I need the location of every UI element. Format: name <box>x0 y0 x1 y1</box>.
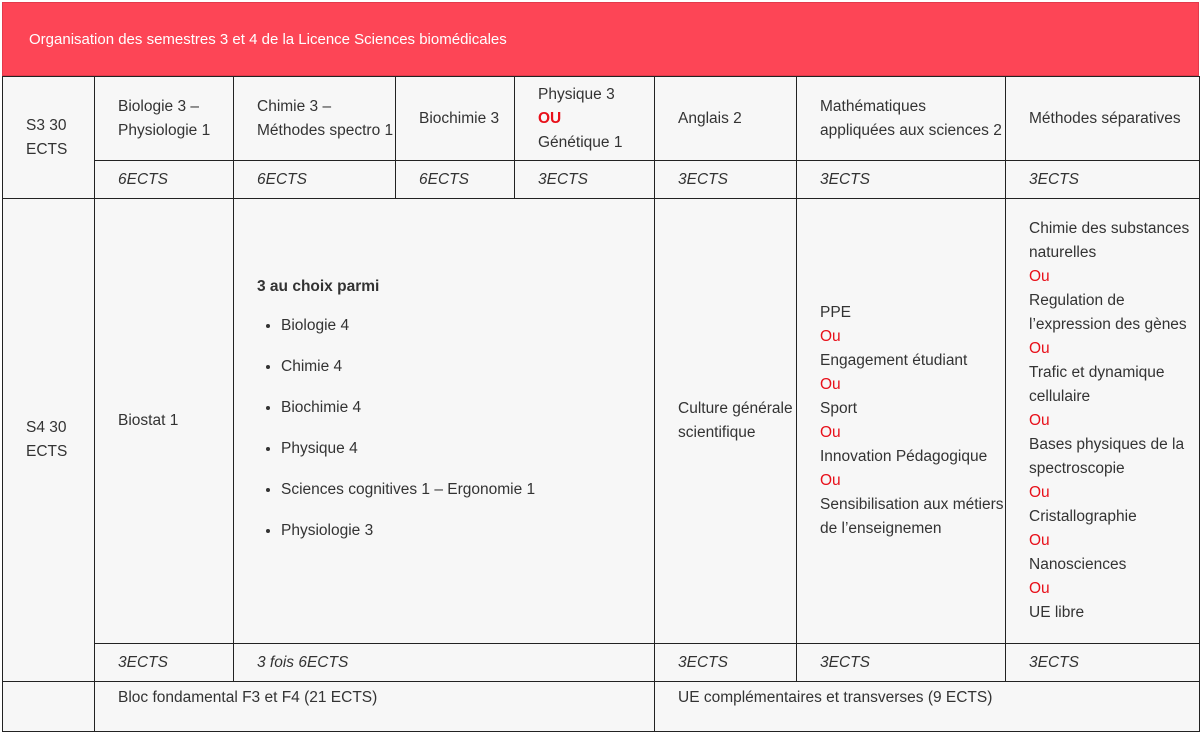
list-item: • Physiologie 3 <box>281 510 654 551</box>
ects-value: 6ECTS <box>234 161 396 199</box>
ects-value: 6ECTS <box>396 161 515 199</box>
s4-label: S4 30 ECTS <box>3 199 95 682</box>
choice-title: 3 au choix parmi <box>257 278 380 295</box>
course-culture-generale: Culture générale scientifique <box>655 199 797 644</box>
option-ppe: PPE <box>820 304 852 321</box>
or-label: OU <box>538 109 562 127</box>
course-biostat-1: Biostat 1 <box>95 199 234 644</box>
or-label: Ou <box>1029 532 1050 549</box>
option-engagement: Engagement étudiant <box>820 352 968 369</box>
list-item: • Chimie 4 <box>281 346 654 387</box>
option-ue-libre: UE libre <box>1029 604 1085 621</box>
course-physique-3: Physique 3 <box>538 85 615 103</box>
or-label: Ou <box>1029 412 1050 429</box>
ects-value: 3ECTS <box>1006 644 1200 682</box>
option-nanosciences: Nanosciences <box>1029 556 1127 573</box>
ects-value: 3ECTS <box>95 644 234 682</box>
ects-value: 3ECTS <box>655 161 797 199</box>
course-chimie-3: Chimie 3 – Méthodes spectro 1 <box>234 77 396 161</box>
ects-value: 6ECTS <box>95 161 234 199</box>
option-bases-physiques: Bases physiques de la spectroscopie <box>1029 436 1185 477</box>
course-methodes-separatives: Méthodes séparatives <box>1006 77 1200 161</box>
empty-cell <box>3 682 95 732</box>
s4-row <box>3 199 1200 644</box>
curriculum-table <box>2 76 1200 732</box>
option-chimie-substances: Chimie des substances naturelles <box>1029 220 1190 261</box>
s3-row <box>3 77 1200 161</box>
ects-value: 3 fois 6ECTS <box>234 644 655 682</box>
option-sport: Sport <box>820 400 858 417</box>
list-item: • Biochimie 4 <box>281 387 654 428</box>
ects-value: 3ECTS <box>797 644 1006 682</box>
ppe-options <box>797 199 1006 644</box>
choice-block <box>234 199 655 644</box>
list-item: • Sciences cognitives 1 – Ergonomie 1 <box>281 469 654 510</box>
course-mathematiques-2: Mathématiques appliquées aux sciences 2 <box>797 77 1006 161</box>
course-genetique-1: Génétique 1 <box>538 133 623 151</box>
option-regulation: Regulation de l’expression des gènes Ou <box>1029 292 1187 357</box>
course-biologie-3: Biologie 3 – Physiologie 1 <box>95 77 234 161</box>
list-item: • Biologie 4 <box>281 305 654 346</box>
ects-value: 3ECTS <box>797 161 1006 199</box>
s3-ects-row <box>3 161 1200 199</box>
ects-value: 3ECTS <box>1006 161 1200 199</box>
or-label: Ou <box>1029 580 1050 597</box>
option-innovation: Innovation Pédagogique <box>820 448 988 465</box>
or-label: Ou <box>1029 484 1050 501</box>
ects-value: 3ECTS <box>655 644 797 682</box>
course-physique-genetique <box>515 77 655 161</box>
table-title: Organisation des semestres 3 et 4 de la Licence Sciences biomédicales <box>29 31 507 48</box>
ects-value: 3ECTS <box>515 161 655 199</box>
science-options <box>1006 199 1200 644</box>
option-sensibilisation: Sensibilisation aux métiers de l’enseignemen <box>820 496 1004 537</box>
or-label: Ou <box>820 376 841 393</box>
footer-row <box>3 682 1200 732</box>
table-header-banner <box>2 2 1199 76</box>
or-label: Ou <box>820 328 841 345</box>
bloc-fondamental: Bloc fondamental F3 et F4 (21 ECTS) <box>95 682 655 732</box>
s4-ects-row <box>3 644 1200 682</box>
s3-label: S3 30 ECTS <box>3 77 95 199</box>
choice-list <box>257 305 654 551</box>
option-trafic: Trafic et dynamique cellulaire <box>1029 364 1165 405</box>
or-label: Ou <box>820 424 841 441</box>
ue-complementaires: UE complémentaires et transverses (9 ECTS) <box>655 682 1200 732</box>
or-label: Ou <box>1029 268 1050 285</box>
or-label: Ou <box>1029 340 1050 357</box>
or-label: Ou <box>820 472 841 489</box>
list-item: • Physique 4 <box>281 428 654 469</box>
course-anglais-2: Anglais 2 <box>655 77 797 161</box>
course-biochimie-3: Biochimie 3 <box>396 77 515 161</box>
option-cristallographie: Cristallographie <box>1029 508 1137 525</box>
